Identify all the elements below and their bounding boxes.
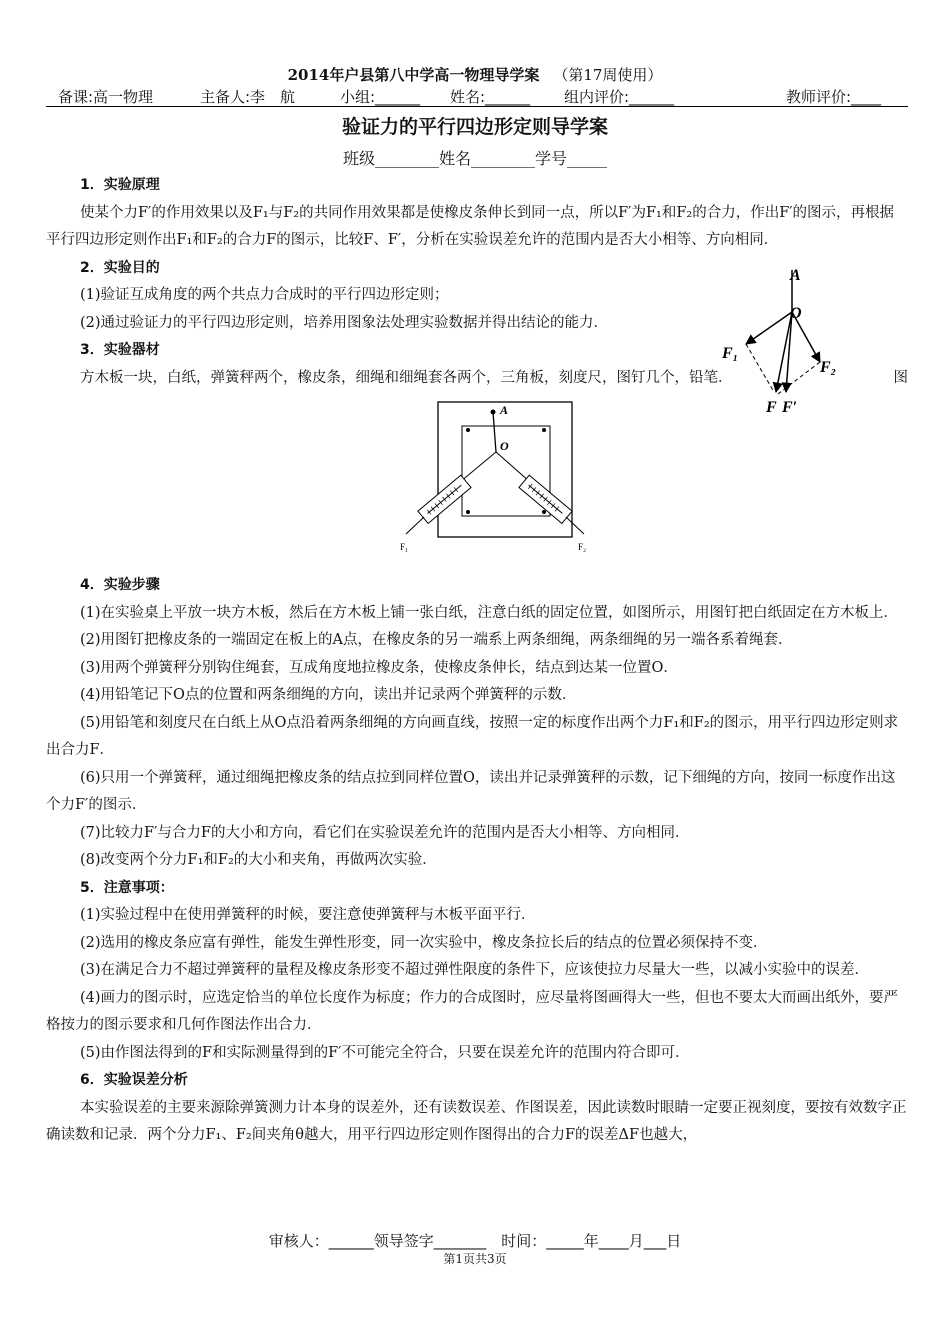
header-name: 姓名:______ <box>450 88 531 106</box>
wood-board <box>438 402 572 537</box>
section-4-item: (6)只用一个弹簧秤，通过细绳把橡皮条的结点拉到同样位置O，读出并记录弹簧秤的示数，记下细绳的方向，按同一标度作出这个力F′的图示． <box>46 769 896 813</box>
label-F: F <box>766 399 777 416</box>
section-4-item: (5)用铅笔和刻度尺在白纸上从O点沿着两条细绳的方向画直线，按照一定的标度作出两个力F₁和F₂的图示，用平行四边形定则求出合力F． <box>46 714 899 758</box>
hook-2 <box>566 517 584 534</box>
section-6-title: 6．实验误差分析 <box>80 1072 188 1088</box>
string-2 <box>496 452 530 482</box>
section-5-item: (4)画力的图示时，应选定恰当的单位长度作为标度；作力的合成图时，应尽量将图画得大一些，但也不要太大而画出纸外，要严格按力的图示要求和几何作图法作出合力． <box>46 989 899 1033</box>
header-title-line <box>0 64 950 85</box>
page-number: 第1页共3页 <box>443 1252 507 1266</box>
section-4-item: (7)比较力F′与合力F的大小和方向，看它们在实验误差允许的范围内是否大小相等、方向相同． <box>80 824 690 841</box>
section-4-item: (4)用铅笔记下O点的位置和两条细绳的方向，读出并记录两个弹簧秤的示数． <box>80 687 577 703</box>
header-preparer: 主备人:李 航 <box>200 88 296 106</box>
apparatus-label-F2: F₂ <box>578 542 587 552</box>
footer-signoff: 审核人：______领导签字_______ 时间：_____年____月___日 <box>268 1232 682 1250</box>
figure-reference-label: 图 <box>893 369 908 386</box>
section-6-text: 本实验误差的主要来源除弹簧测力计本身的误差外，还有读数误差、作图误差，因此读数时眼睛一定要正视刻度，要按有效数字正确读数和记录．两个分力F₁、F₂间夹角θ越大，用平行四边形定则作图得出的合力F的误差ΔF也越大， <box>46 1099 907 1143</box>
apparatus-diagram <box>398 400 608 560</box>
rubber-band <box>493 412 496 452</box>
section-5-title: 5．注意事项： <box>80 879 174 896</box>
label-Fprime: F′ <box>782 399 798 416</box>
header-rule <box>46 106 908 107</box>
document-title: 验证力的平行四边形定则导学案 <box>341 116 608 138</box>
section-2-item: (2)通过验证力的平行四边形定则，培养用图象法处理实验数据并得出结论的能力． <box>80 314 609 331</box>
header-teacher-eval: 教师评价:____ <box>786 88 882 106</box>
header-info-row <box>58 86 898 106</box>
header-week: （第17周使用） <box>553 66 663 84</box>
hook-1 <box>406 517 424 534</box>
section-1-text: 使某个力F′的作用效果以及F₁与F₂的共同作用效果都是使橡皮条伸长到同一点，所以F′为F₁和F₂的合力，作出F′的图示，再根据平行四边形定则作出F₁和F₂的合力F的图示，比较F、F′，分析在实验误差允许的范围内是否大小相等、方向相同． <box>46 204 895 248</box>
header-group: 小组:______ <box>340 88 421 106</box>
section-4-item: (3)用两个弹簧秤分别钩住绳套，互成角度地拉橡皮条，使橡皮条伸长，结点到达某一位置O． <box>80 659 678 676</box>
student-info-row: 班级________姓名________学号_____ <box>342 149 607 168</box>
section-2-item: (1)验证互成角度的两个共点力合成时的平行四边形定则； <box>80 287 449 303</box>
section-3-title: 3．实验器材 <box>80 342 160 358</box>
section-2-title: 2．实验目的 <box>80 259 160 276</box>
string-1 <box>460 452 496 482</box>
apparatus-label-O: O <box>500 439 509 453</box>
label-F2: F₂ <box>820 359 837 376</box>
header-group-eval: 组内评价:______ <box>564 88 675 106</box>
section-3-text: 方木板一块，白纸，弹簧秤两个，橡皮条，细绳和细绳套各两个，三角板，刻度尺，图钉几个，铅笔． <box>80 369 733 386</box>
apparatus-label-A: A <box>500 403 509 417</box>
section-4-item: (8)改变两个分力F₁和F₂的大小和夹角，再做两次实验． <box>80 852 437 868</box>
section-5-item: (5)由作图法得到的F和实际测量得到的F′不可能完全符合，只要在误差允许的范围内符合即可． <box>80 1044 690 1061</box>
label-O: O <box>790 305 802 322</box>
section-5-item: (1)实验过程中在使用弹簧秤的时候，要注意使弹簧秤与木板平面平行． <box>80 907 536 923</box>
label-A: A <box>790 267 801 284</box>
section-4-title: 4．实验步骤 <box>80 577 160 593</box>
header-title: 2014年户县第八中学高一物理导学案 <box>287 66 540 84</box>
section-5-item: (3)在满足合力不超过弹簧秤的量程及橡皮条形变不超过弹性限度的条件下，应该使拉力尽量大一些，以减小实验中的误差． <box>80 962 870 978</box>
header-prep: 备课:高一物理 <box>58 88 154 106</box>
document-body <box>46 172 908 1150</box>
section-1-title: 1．实验原理 <box>80 177 160 193</box>
section-4-item: (1)在实验桌上平放一块方木板，然后在方木板上铺一张白纸，注意白纸的固定位置，如图所示，用图钉把白纸固定在方木板上． <box>80 604 899 621</box>
label-F1: F₁ <box>722 345 739 362</box>
apparatus-figure <box>46 392 908 572</box>
apparatus-label-F1: F₁ <box>400 542 409 552</box>
section-5-item: (2)选用的橡皮条应富有弹性，能发生弹性形变，同一次实验中，橡皮条拉长后的结点的位置必须保持不变． <box>80 934 768 951</box>
section-4-item: (2)用图钉把橡皮条的一端固定在板上的A点，在橡皮条的另一端系上两条细绳，两条细绳的另一端各系着绳套． <box>80 632 793 648</box>
